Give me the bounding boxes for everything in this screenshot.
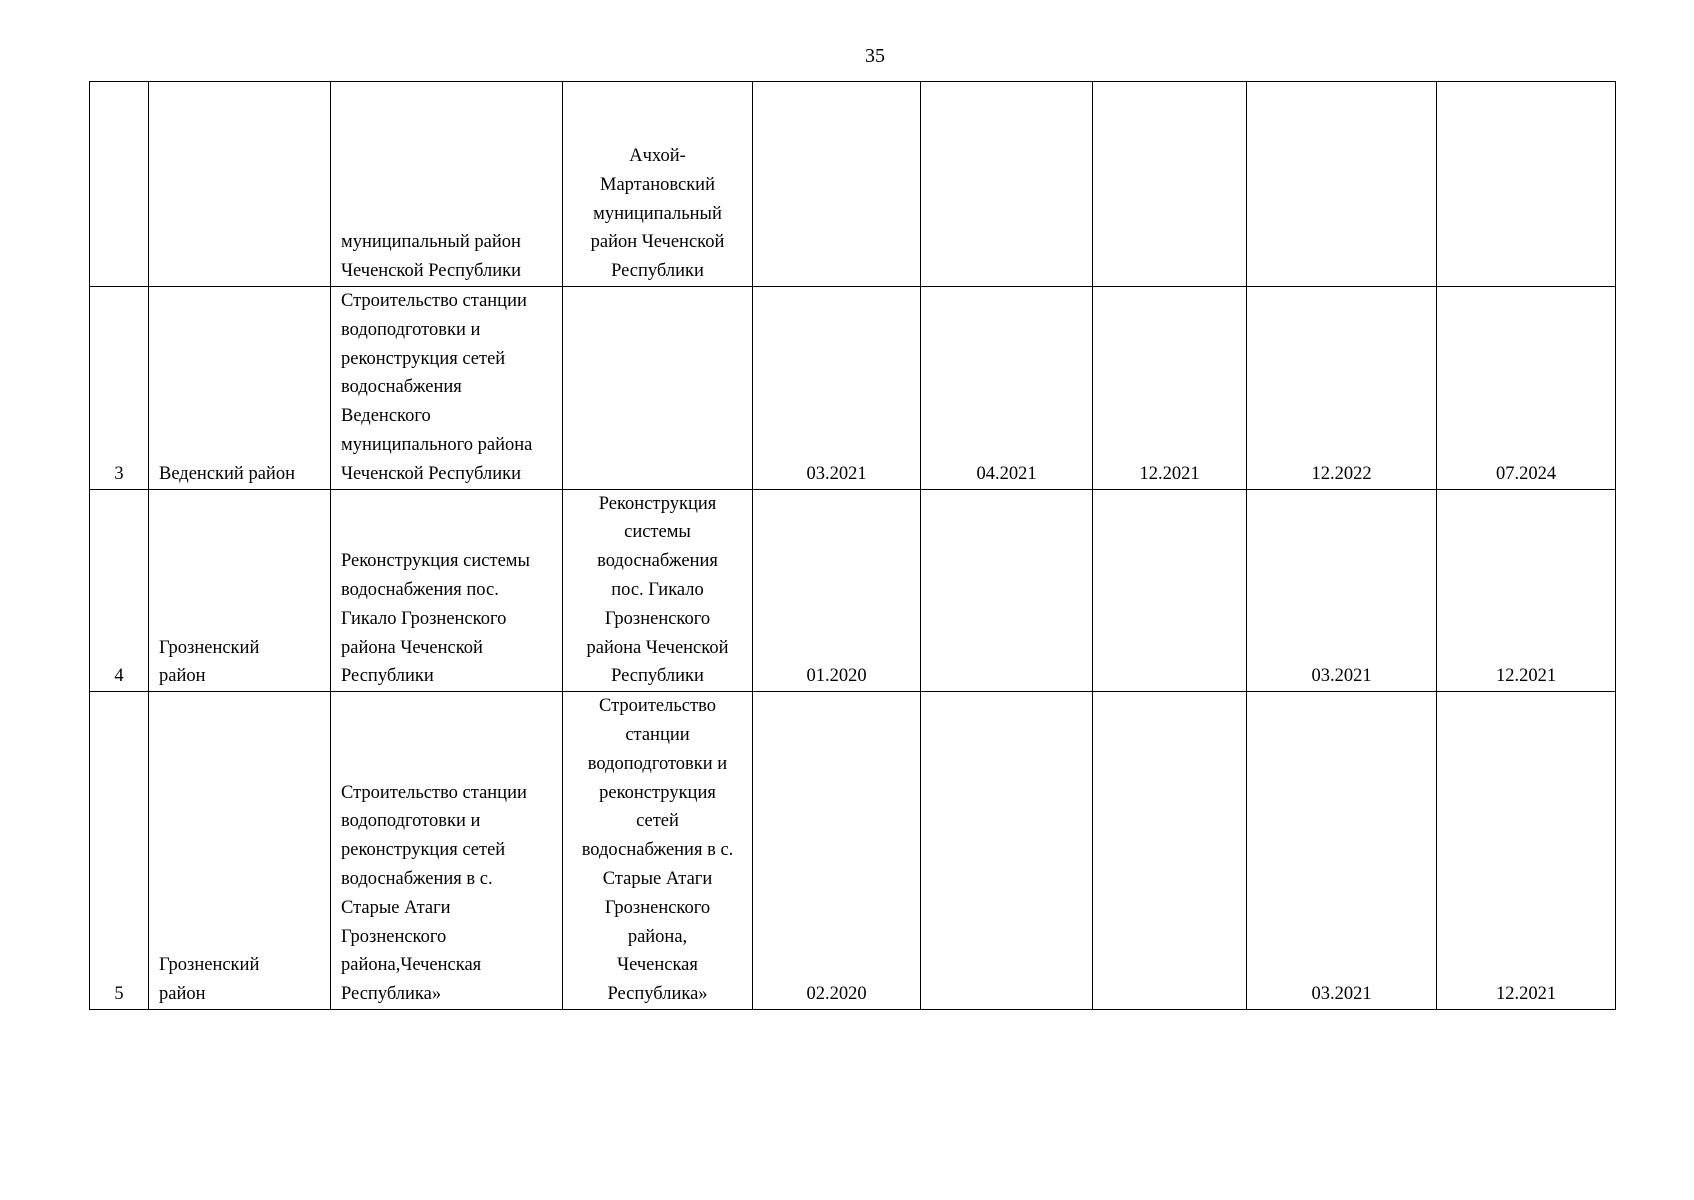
date-cell-3: [1093, 82, 1247, 287]
date-cell-2: [921, 692, 1093, 1010]
description-cell: Ачхой- Мартановский муниципальный район Чеченской Республики: [563, 82, 753, 287]
row-number-cell: 4: [90, 489, 149, 692]
table-row: [90, 692, 1616, 1010]
date-cell-4: [1247, 82, 1437, 287]
date-cell-1: 02.2020: [753, 692, 921, 1010]
row-number-cell: [90, 82, 149, 287]
district-cell: Грозненский район: [149, 489, 331, 692]
date-cell-3: [1093, 489, 1247, 692]
date-cell-4: 03.2021: [1247, 489, 1437, 692]
date-cell-1: 03.2021: [753, 287, 921, 490]
date-cell-2: 04.2021: [921, 287, 1093, 490]
row-number-cell: 3: [90, 287, 149, 490]
date-cell-4: 03.2021: [1247, 692, 1437, 1010]
description-cell: [563, 287, 753, 490]
table-row: [90, 287, 1616, 490]
date-cell-3: 12.2021: [1093, 287, 1247, 490]
date-cell-2: [921, 489, 1093, 692]
date-cell-2: [921, 82, 1093, 287]
schedule-table: [89, 81, 1616, 1010]
page-number: 35: [865, 45, 885, 67]
table-row: [90, 489, 1616, 692]
date-cell-1: 01.2020: [753, 489, 921, 692]
date-cell-5: 12.2021: [1437, 692, 1616, 1010]
district-cell: Веденский район: [149, 287, 331, 490]
object-cell: муниципальный район Чеченской Республики: [331, 82, 563, 287]
date-cell-5: 12.2021: [1437, 489, 1616, 692]
object-cell: Реконструкция системы водоснабжения пос. Гикало Грозненского района Чеченской Республики: [331, 489, 563, 692]
row-number-cell: 5: [90, 692, 149, 1010]
table-row: [90, 82, 1616, 287]
date-cell-4: 12.2022: [1247, 287, 1437, 490]
object-cell: Строительство станции водоподготовки и реконструкция сетей водоснабжения Веденского муниципального района Чеченской Республики: [331, 287, 563, 490]
description-cell: Реконструкция системы водоснабжения пос. Гикало Грозненского района Чеченской Республики: [563, 489, 753, 692]
object-cell: Строительство станции водоподготовки и реконструкция сетей водоснабжения в с. Старые Атаги Грозненского района,Чеченская Республика»: [331, 692, 563, 1010]
date-cell-5: 07.2024: [1437, 287, 1616, 490]
district-cell: [149, 82, 331, 287]
description-cell: Строительство станции водоподготовки и реконструкция сетей водоснабжения в с. Старые Атаги Грозненского района, Чеченская Республика»: [563, 692, 753, 1010]
date-cell-3: [1093, 692, 1247, 1010]
date-cell-5: [1437, 82, 1616, 287]
district-cell: Грозненский район: [149, 692, 331, 1010]
date-cell-1: [753, 82, 921, 287]
